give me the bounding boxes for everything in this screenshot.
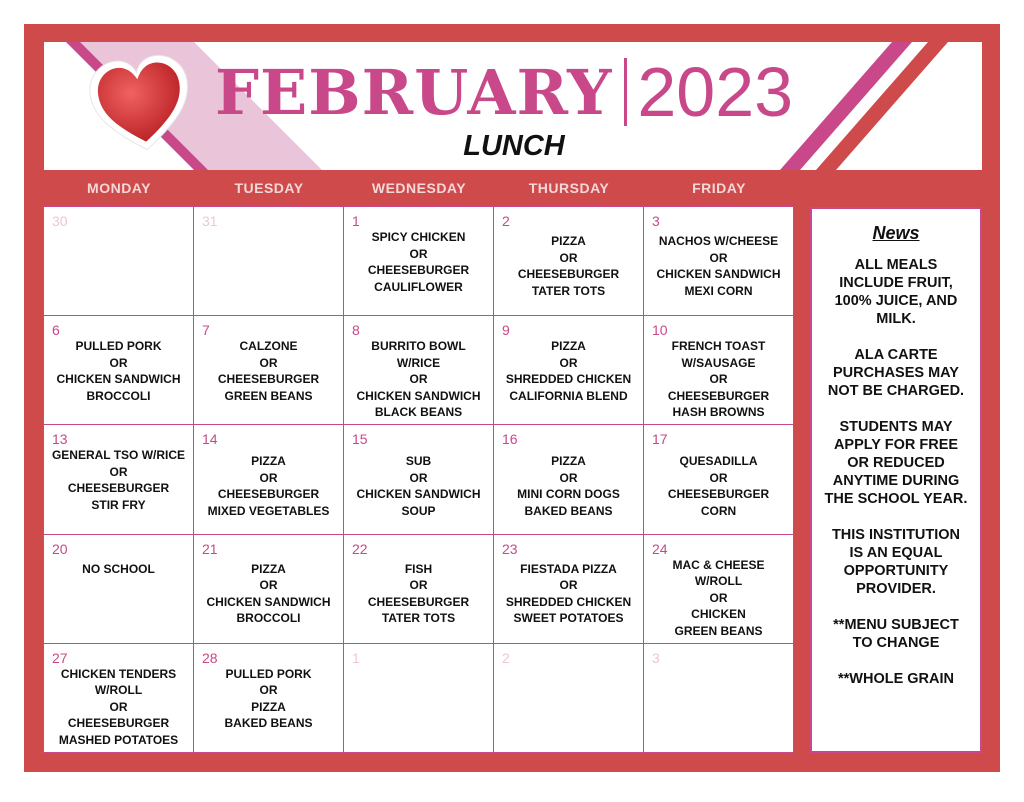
day-cell xyxy=(493,206,644,316)
calendar-grid xyxy=(44,207,794,753)
menu-text: PIZZA OR SHREDDED CHICKEN CALIFORNIA BLEND xyxy=(505,339,632,403)
day-number: 31 xyxy=(202,213,218,229)
day-cell xyxy=(43,534,194,644)
menu-text: PIZZA OR CHEESEBURGER MIXED VEGETABLES xyxy=(207,454,330,518)
day-number: 7 xyxy=(202,322,210,339)
news-item: **MENU SUBJECT TO CHANGE xyxy=(833,617,959,651)
day-number: 14 xyxy=(202,431,218,448)
weekday-header-row xyxy=(44,180,794,202)
day-header-wednesday: WEDNESDAY xyxy=(371,180,467,196)
menu-text: CHICKEN TENDERS W/ROLL OR CHEESEBURGER MASHED POTATOES xyxy=(58,666,179,747)
day-number: 13 xyxy=(52,431,68,448)
day-number: 9 xyxy=(502,322,510,339)
day-number: 27 xyxy=(52,649,68,666)
day-cell xyxy=(193,315,344,425)
day-number: 1 xyxy=(352,213,360,229)
menu-text: PIZZA OR CHICKEN SANDWICH BROCCOLI xyxy=(206,561,331,626)
heart-icon xyxy=(86,50,196,160)
day-cell xyxy=(43,315,194,425)
day-number: 8 xyxy=(352,322,360,339)
title-month: FEBRUARY xyxy=(215,55,613,129)
day-number: 22 xyxy=(352,540,368,557)
day-number: 17 xyxy=(652,431,668,448)
menu-text: PULLED PORK OR PIZZA BAKED BEANS xyxy=(224,666,313,731)
menu-text: GENERAL TSO W/RICE OR CHEESEBURGER STIR FRY xyxy=(51,448,186,512)
day-header-monday: MONDAY xyxy=(87,180,151,196)
day-cell xyxy=(343,534,494,644)
day-cell xyxy=(193,424,344,534)
day-cell xyxy=(43,643,194,753)
day-number: 28 xyxy=(202,649,218,666)
menu-text: MAC & CHEESE W/ROLL OR CHICKEN GREEN BEANS xyxy=(672,557,765,638)
day-number: 30 xyxy=(52,213,68,229)
day-cell xyxy=(643,643,794,753)
day-number: 23 xyxy=(502,540,518,557)
day-cell xyxy=(193,206,344,316)
day-cell xyxy=(193,534,344,644)
day-cell xyxy=(493,534,644,644)
news-item: **WHOLE GRAIN xyxy=(838,671,954,687)
news-title: News xyxy=(872,223,920,243)
news-item: ALA CARTE PURCHASES MAY NOT BE CHARGED. xyxy=(827,347,965,399)
menu-text: PULLED PORK OR CHICKEN SANDWICH BROCCOLI xyxy=(56,339,181,403)
meal-subtitle: LUNCH xyxy=(463,130,565,162)
menu-text: NO SCHOOL xyxy=(82,561,155,576)
day-number: 6 xyxy=(52,322,60,339)
day-number: 2 xyxy=(502,213,510,229)
day-cell xyxy=(493,424,644,534)
menu-text: NACHOS W/CHEESE OR CHICKEN SANDWICH MEXI CORN xyxy=(656,234,781,298)
day-number: 16 xyxy=(502,431,518,448)
day-cell xyxy=(493,643,644,753)
day-cell xyxy=(643,315,794,425)
menu-text: SPICY CHICKEN OR CHEESEBURGER CAULIFLOWER xyxy=(367,230,470,294)
day-cell xyxy=(343,424,494,534)
menu-text: PIZZA OR MINI CORN DOGS BAKED BEANS xyxy=(517,454,620,518)
menu-text: CALZONE OR CHEESEBURGER GREEN BEANS xyxy=(217,339,320,403)
day-cell xyxy=(343,643,494,753)
news-item: STUDENTS MAY APPLY FOR FREE OR REDUCED ANYTIME DURING THE SCHOOL YEAR. xyxy=(824,419,968,507)
menu-text: BURRITO BOWL W/RICE OR CHICKEN SANDWICH BLACK BEANS xyxy=(356,339,481,420)
menu-text: QUESADILLA OR CHEESEBURGER CORN xyxy=(667,454,770,518)
day-cell xyxy=(43,206,194,316)
day-number: 2 xyxy=(502,649,510,666)
news-item: ALL MEALS INCLUDE FRUIT, 100% JUICE, AND MILK. xyxy=(834,257,958,327)
menu-text: FIESTADA PIZZA OR SHREDDED CHICKEN SWEET POTATOES xyxy=(505,561,632,626)
news-item: THIS INSTITUTION IS AN EQUAL OPPORTUNITY PROVIDER. xyxy=(831,527,961,597)
day-cell xyxy=(43,424,194,534)
news-panel xyxy=(810,207,982,753)
page-title xyxy=(215,52,793,132)
day-number: 24 xyxy=(652,540,668,557)
day-cell xyxy=(193,643,344,753)
day-number: 15 xyxy=(352,431,368,448)
day-cell xyxy=(343,315,494,425)
day-cell xyxy=(643,534,794,644)
day-cell xyxy=(343,206,494,316)
title-year: 2023 xyxy=(637,53,794,131)
day-number: 3 xyxy=(652,213,660,229)
day-header-tuesday: TUESDAY xyxy=(234,180,304,196)
day-number: 3 xyxy=(652,649,660,666)
menu-text: FISH OR CHEESEBURGER TATER TOTS xyxy=(367,561,470,626)
menu-text: SUB OR CHICKEN SANDWICH SOUP xyxy=(356,454,481,518)
day-cell xyxy=(493,315,644,425)
title-divider xyxy=(624,58,627,126)
day-number: 20 xyxy=(52,540,68,557)
day-number: 10 xyxy=(652,322,668,339)
day-header-friday: FRIDAY xyxy=(692,180,746,196)
menu-text: PIZZA OR CHEESEBURGER TATER TOTS xyxy=(517,234,620,298)
day-cell xyxy=(643,424,794,534)
day-cell xyxy=(643,206,794,316)
day-number: 1 xyxy=(352,649,360,666)
menu-text: FRENCH TOAST W/SAUSAGE OR CHEESEBURGER HASH BROWNS xyxy=(667,339,770,420)
day-number: 21 xyxy=(202,540,218,557)
day-header-thursday: THURSDAY xyxy=(528,180,610,196)
